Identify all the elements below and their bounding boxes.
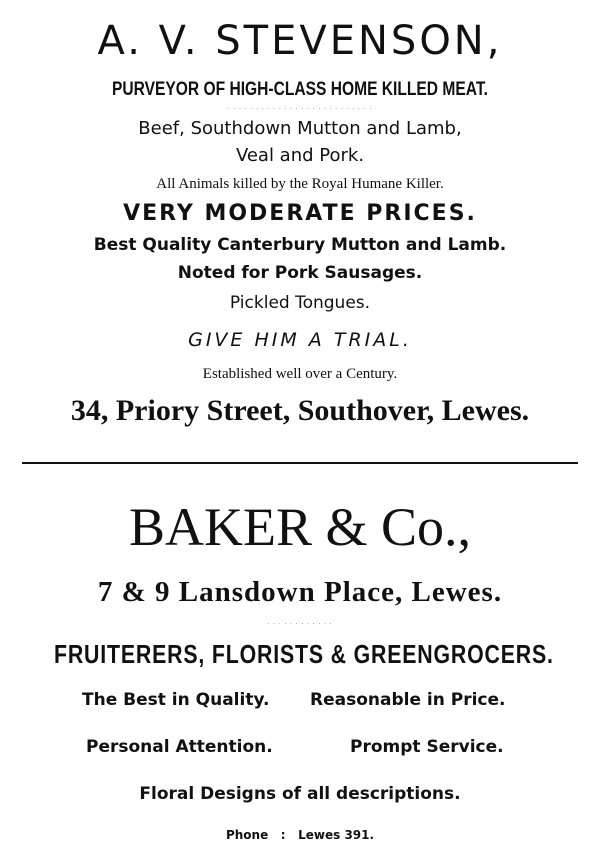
service-text: Prompt Service. xyxy=(350,737,504,757)
business-address: 7 & 9 Lansdown Place, Lewes. xyxy=(97,576,503,608)
ornament-divider: · · · · · · · · · · · · · · · · · · · · · · · · · · xyxy=(227,106,373,112)
phone-separator: : xyxy=(272,828,294,842)
humane-killer-note: All Animals killed by the Royal Humane Killer. xyxy=(156,176,444,192)
business-address: 34, Priory Street, Southover, Lewes. xyxy=(70,394,530,427)
ornament-divider: · · · · · · · · · · · · xyxy=(267,621,333,627)
trade-heading: FRUITERERS, FLORISTS & GREENGROCERS. xyxy=(54,639,554,669)
section-divider xyxy=(22,462,578,464)
phone-line xyxy=(0,826,600,844)
floral-line: Floral Designs of all descriptions. xyxy=(139,784,461,804)
products-line-1: Beef, Southdown Mutton and Lamb, xyxy=(138,118,462,139)
tongues-line: Pickled Tongues. xyxy=(229,293,371,313)
business-tagline: PURVEYOR OF HIGH-CLASS HOME KILLED MEAT. xyxy=(112,79,488,100)
phone-label: Phone xyxy=(225,828,269,842)
price-text: Reasonable in Price. xyxy=(310,690,506,710)
quality-text: The Best in Quality. xyxy=(82,690,270,710)
trial-slogan: GIVE HIM A TRIAL. xyxy=(188,329,412,351)
products-line-2: Veal and Pork. xyxy=(235,145,365,166)
prices-heading: VERY MODERATE PRICES. xyxy=(123,201,477,226)
phone-number: Lewes 391. xyxy=(298,828,375,842)
established-line: Established well over a Century. xyxy=(202,366,398,382)
attention-text: Personal Attention. xyxy=(86,737,273,757)
business-name: A. V. STEVENSON, xyxy=(97,18,503,64)
sausages-line: Noted for Pork Sausages. xyxy=(177,263,423,283)
business-name: BAKER & Co., xyxy=(128,497,472,557)
canterbury-line: Best Quality Canterbury Mutton and Lamb. xyxy=(93,235,507,255)
